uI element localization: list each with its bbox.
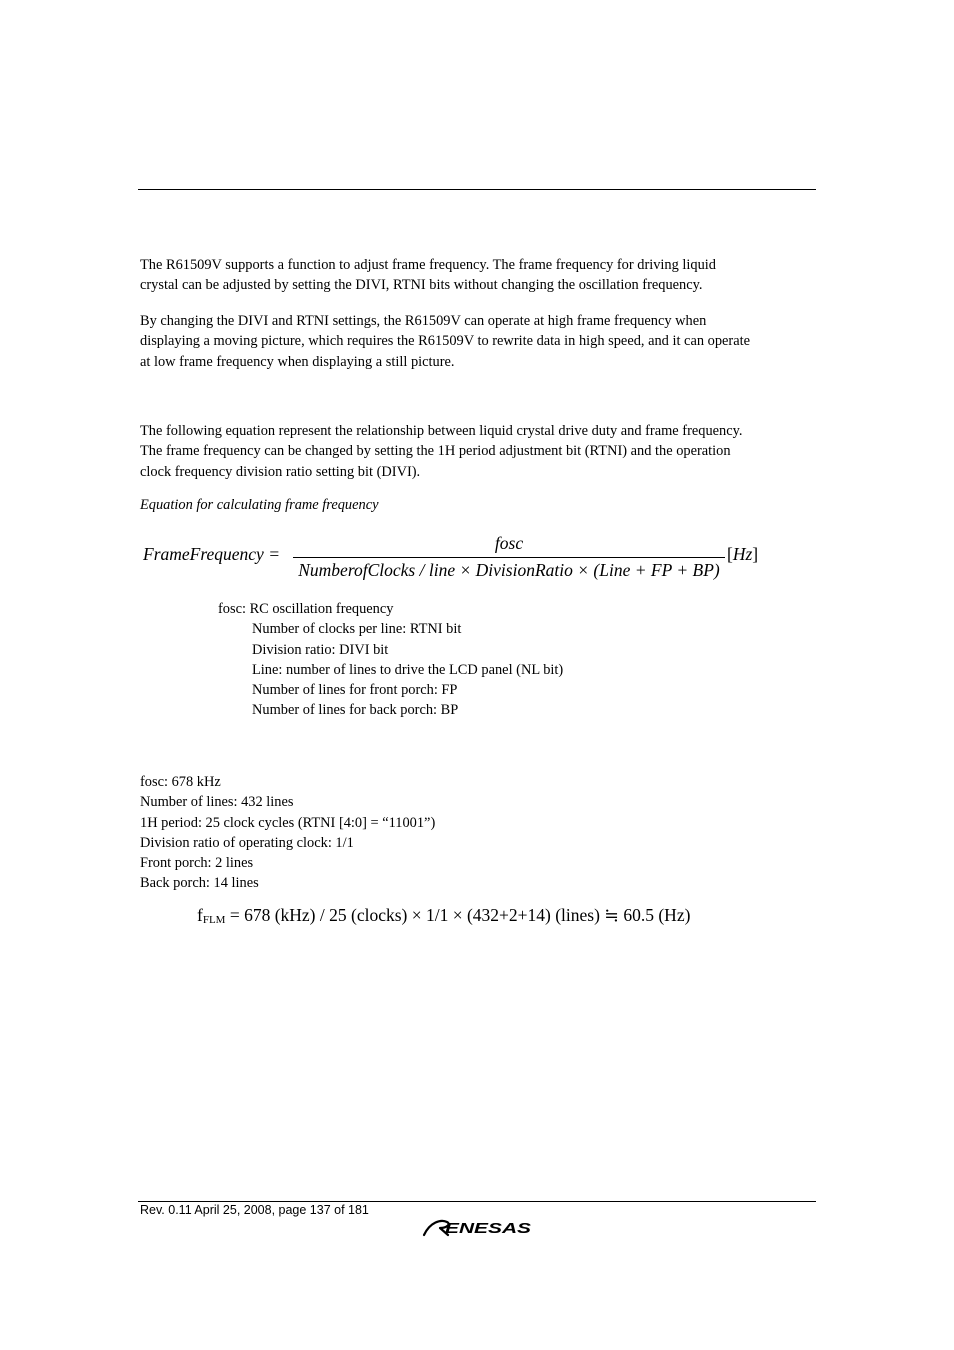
equation-numerator: fosc (494, 533, 524, 553)
definition-item: fosc: RC oscillation frequency (218, 601, 394, 617)
example-item: fosc: 678 kHz (140, 774, 221, 790)
unit-text: Hz (732, 544, 753, 564)
definition-item: Division ratio: DIVI bit (252, 641, 389, 658)
result-subscript: FLM (202, 914, 226, 926)
frame-frequency-equation (143, 530, 763, 590)
text-line: The frame frequency can be changed by setting the 1H period adjustment bit (RTNI) and the operation (140, 443, 731, 460)
intro-paragraph-2 (140, 311, 810, 372)
example-parameters (140, 772, 435, 894)
definition-item: Number of lines for back porch: BP (252, 702, 459, 719)
example-item: Back porch: 14 lines (140, 875, 259, 892)
example-item: Number of lines: 432 lines (140, 794, 294, 811)
text-line: crystal can be adjusted by setting the DIVI, RTNI bits without changing the oscillation frequency. (140, 277, 703, 294)
result-expression: = 678 (kHz) / 25 (clocks) × 1/1 × (432+2+14) (lines) ≒ 60.5 (Hz) (225, 905, 691, 925)
text-line: at low frame frequency when displaying a still picture. (140, 353, 455, 370)
text-line: clock frequency division ratio setting bit (DIVI). (140, 463, 421, 480)
svg-text:ENESAS: ENESAS (445, 1220, 531, 1237)
equation-definitions (218, 599, 563, 721)
equation-unit: [Hz] (727, 544, 759, 564)
equation-denominator: NumberofClocks / line × DivisionRatio × (Line + FP + BP) (298, 560, 720, 580)
text-line: The following equation represent the relationship between liquid crystal drive duty and frame frequency. (140, 423, 743, 439)
footer-revision-text: Rev. 0.11 April 25, 2008, page 137 of 181 (140, 1203, 369, 1217)
relationship-paragraph (140, 421, 810, 482)
definition-item: Number of lines for front porch: FP (252, 682, 458, 699)
equation-caption: Equation for calculating frame frequency (140, 497, 379, 513)
text-line: By changing the DIVI and RTNI settings, the R61509V can operate at high frame frequency when (140, 313, 707, 329)
example-result (197, 905, 690, 926)
equation-lhs: FrameFrequency = (143, 544, 281, 564)
intro-paragraph-1 (140, 255, 810, 296)
footer-rule (138, 1201, 816, 1202)
example-item: Division ratio of operating clock: 1/1 (140, 834, 354, 851)
text-line: displaying a moving picture, which requires the R61509V to rewrite data in high speed, and it can operate (140, 333, 750, 350)
result-symbol: f (197, 905, 203, 925)
example-item: 1H period: 25 clock cycles (RTNI [4:0] = “11001”) (140, 814, 436, 831)
definition-item: Number of clocks per line: RTNI bit (252, 621, 462, 638)
text-line: The R61509V supports a function to adjust frame frequency. The frame frequency for driving liquid (140, 257, 716, 273)
renesas-logo (421, 1216, 533, 1238)
header-rule (138, 189, 816, 190)
equation-fraction (293, 530, 725, 582)
definition-item: Line: number of lines to drive the LCD panel (NL bit) (252, 661, 564, 678)
example-item: Front porch: 2 lines (140, 855, 254, 872)
